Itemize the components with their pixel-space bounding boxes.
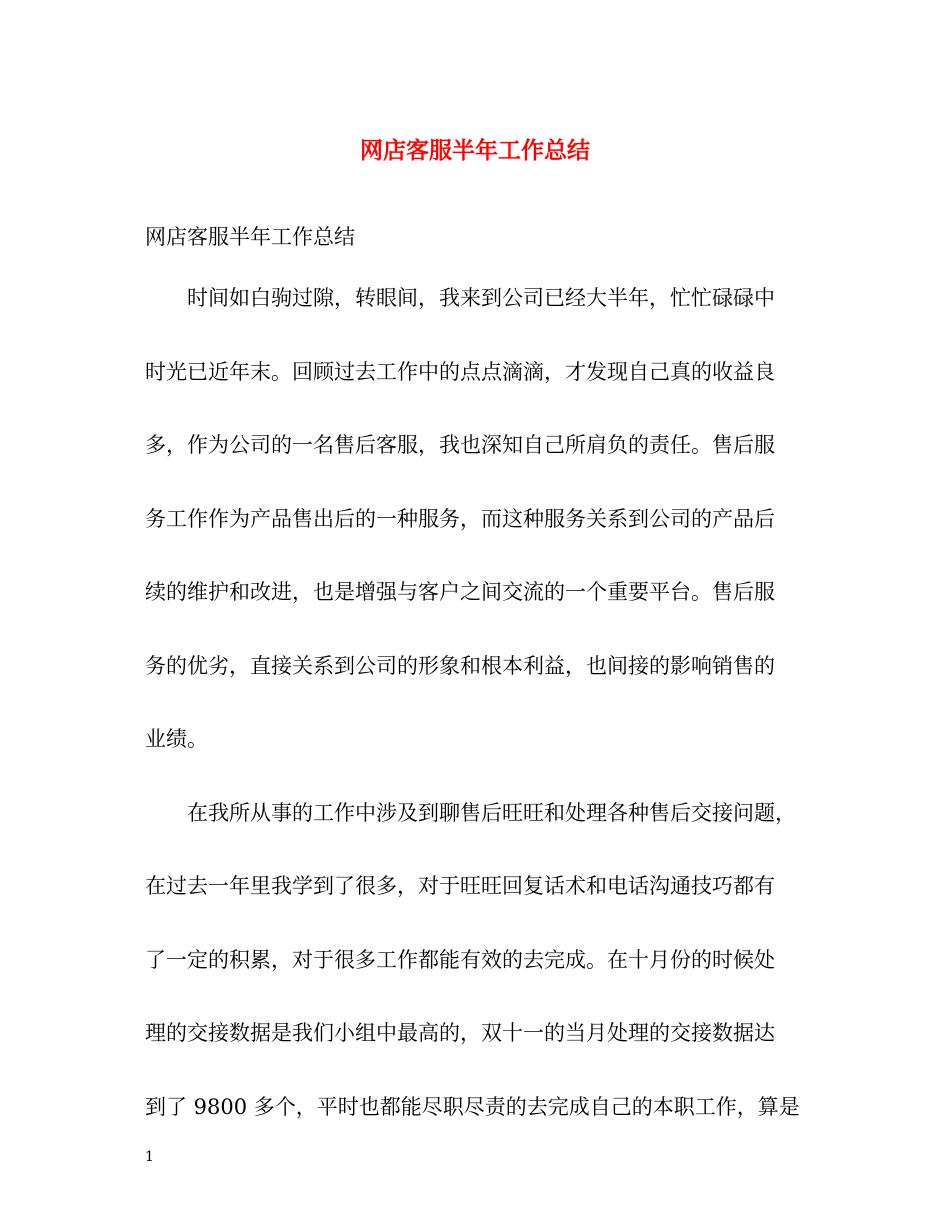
body-line: 务的优劣，直接关系到公司的形象和根本利益，也间接的影响销售的 [145,653,775,678]
body-line: 了一定的积累，对于很多工作都能有效的去完成。在十月份的时候处 [145,947,775,972]
body-line: 多，作为公司的一名售后客服，我也深知自己所肩负的责任。售后服 [145,433,775,457]
document-subtitle: 网店客服半年工作总结 [145,225,355,249]
body-line: 业绩。 [145,727,208,751]
body-line: 务工作作为产品售出后的一种服务，而这种服务关系到公司的产品后 [145,506,775,531]
document-title: 网店客服半年工作总结 [360,137,590,164]
body-line: 续的维护和改进，也是增强与客户之间交流的一个重要平台。售后服 [145,580,775,604]
body-line: 在过去一年里我学到了很多，对于旺旺回复话术和电话沟通技巧都有 [145,874,775,898]
body-line: 时光已近年末。回顾过去工作中的点点滴滴，才发现自己真的收益良 [145,359,775,384]
body-line: 时间如白驹过隙，转眼间，我来到公司已经大半年，忙忙碌碌中 [187,286,775,310]
document-body [145,281,810,1163]
body-line: 到了 9800 多个，平时也都能尽职尽责的去完成自己的本职工作，算是 [145,1094,800,1119]
body-line: 理的交接数据是我们小组中最高的，双十一的当月处理的交接数据达 [145,1021,775,1045]
body-line: 在我所从事的工作中涉及到聊售后旺旺和处理各种售后交接问题， [187,800,796,825]
page-number: 1 [145,1149,154,1165]
